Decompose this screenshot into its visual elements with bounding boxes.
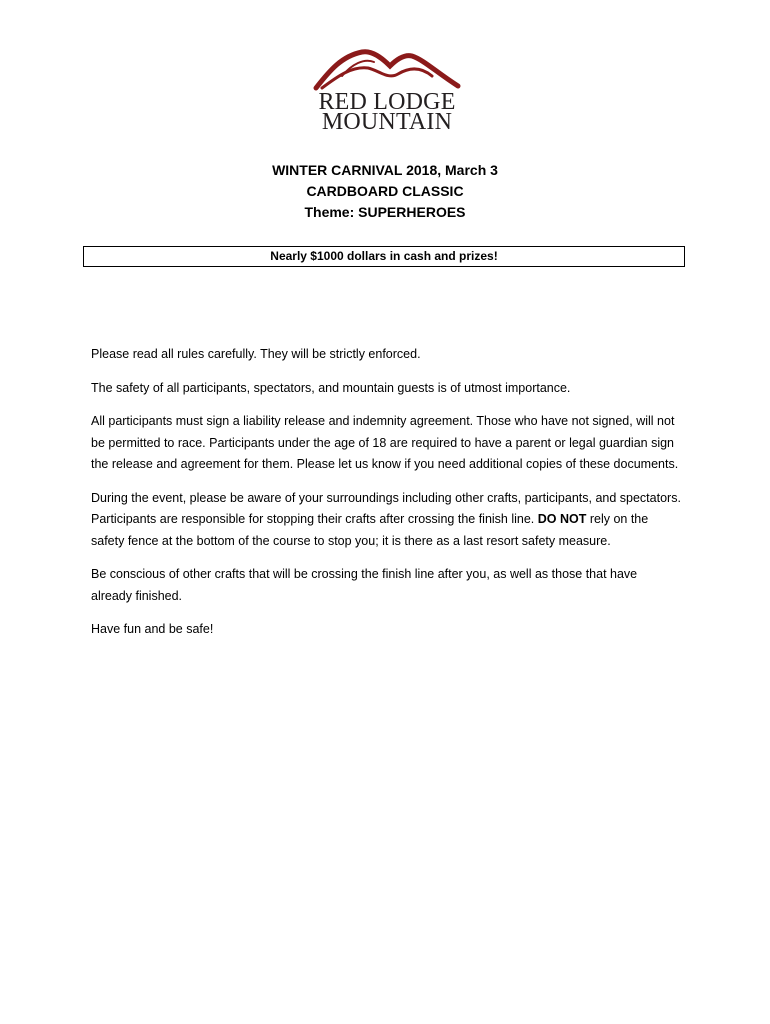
rules-paragraph-3: All participants must sign a liability release and indemnity agreement. Those who have not signed, will not be permitted to race. Participants under the age of 18 are required to have a parent or legal guardian sign the release and agreement for them. Please let us know if you need additional copies of these documents. [91,414,679,471]
rules-paragraph-4-text-b: rely on the safety fence at the bottom of the course to stop you; it is there as a last resort safety measure. [91,512,649,548]
rules-paragraph-1: Please read all rules carefully. They will be strictly enforced. [91,347,421,361]
do-not-emphasis: DO NOT [537,512,587,526]
event-title: WINTER CARNIVAL 2018, March 3 [272,162,498,178]
event-theme: Theme: SUPERHEROES [304,204,466,220]
rules-paragraph-2: The safety of all participants, spectators, and mountain guests is of utmost importance. [91,380,571,395]
mountain-logo-icon [312,46,462,92]
red-lodge-mountain-logo [312,46,462,136]
rules-paragraph-6: Have fun and be safe! [91,622,214,636]
prize-banner: Nearly $1000 dollars in cash and prizes! [83,246,685,267]
logo-text-line1: RED LODGE [318,89,456,115]
rules-paragraph-4-text-a: During the event, please be aware of your surroundings including other crafts, participants, and spectators. Participants are responsible for stopping their crafts after crossing the finish line. [91,490,681,526]
document-headings [0,160,770,223]
rules-body [91,344,681,653]
event-name: CARDBOARD CLASSIC [306,183,464,199]
rules-paragraph-5: Be conscious of other crafts that will be crossing the finish line after you, as well as those that have already finished. [91,567,638,603]
logo-text-line2: MOUNTAIN [321,109,453,135]
rules-paragraph-4 [91,488,681,553]
